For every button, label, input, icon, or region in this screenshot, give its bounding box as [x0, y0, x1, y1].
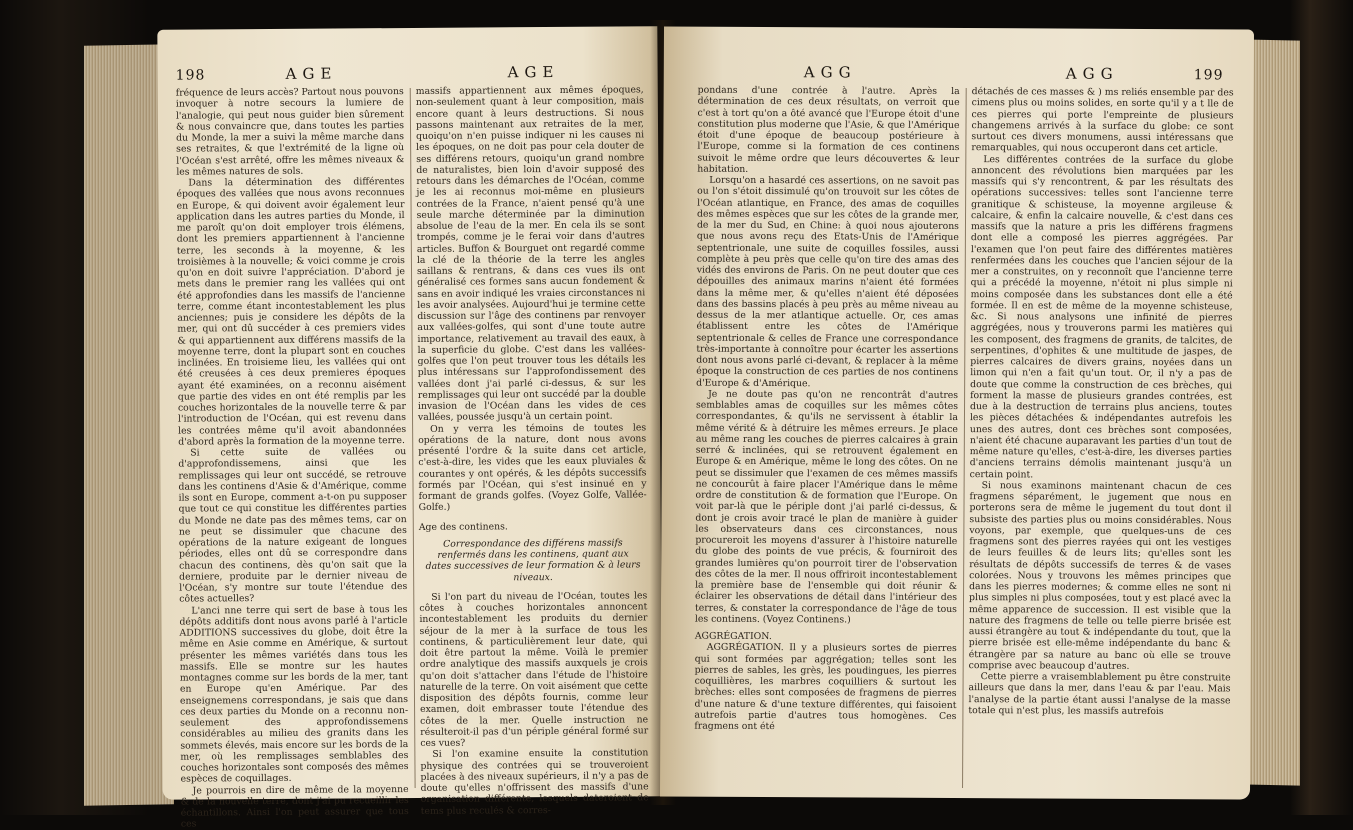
- running-head-right-b: AGG: [1065, 64, 1119, 83]
- page-number-right: 199: [1193, 67, 1224, 84]
- right-page-column-1: [694, 85, 959, 734]
- running-head-left-a: AGE: [285, 64, 338, 83]
- paragraph: pondans d'une contrée à l'autre. Après la détermination de ces deux résultats, on verroit que c'est à tort qu'on a ôté avancé que l'Europe étoit d'une constitution plus moderne que l'Asie, & que l'Amérique étoit d'une époque de beaucoup postérieure à l'Europe, comme si la formation de ces continens suivoit le même ordre que leurs découvertes & leur habitation.: [697, 84, 960, 175]
- paragraph: Si l'on examine ensuite la constitution physique des contrées qui se trouveroient placées à des niveaux supérieurs, il n'y a pas de doute qu'elles n'offrissent des massifs d'une organisation différente, lesquels dateroient de tems plus reculés & corres-: [420, 747, 649, 817]
- column-rule: [962, 88, 967, 788]
- paragraph: massifs appartiennent aux mêmes époques, non-seulement quant à leur composition, mais encore quant à leurs destructions. Si nous passons maintenant aux retraites de la mer, quoiqu'on n'en puisse indiquer ni les causes ni les époques, on ne doit pas pour cela douter de ses différens retours, quoiqu'un grand nombre de naturalistes, bien loin d'avoir supposé des retours dans les démarches de l'Océan, comme je les ai reconnus moi-même en plusieurs contrées de la France, n'aient pensé qu'à une seule marche déterminée par la diminution absolue de l'eau de la mer. En cela ils se sont trompés, comme je le ferai voir dans d'autres articles. Buffon & Bourguet ont regardé comme la clé de la théorie de la terre les angles saillans & rentrans, & dans ces vues ils ont généralisé ces formes sans aucun fondement & sans en avoir indiqué les vraies circonstances ni les avoir analysées. Aujourd'hui je termine cette discussion sur l'âge des continens par renvoyer aux vallées-golfes, qui sont d'une toute autre importance, relativement au travail des eaux, à la superficie du globe. C'est dans les vallées-golfes que l'on peut trouver tous les détails les plus intéressans sur l'approfondissement des vallées dont j'ai parlé ci-dessus, & sur les remplissages qui leur ont succédé par la double invasion de l'Océan dans les vides de ces vallées, poussée jusqu'à un certain point.: [415, 84, 646, 424]
- paragraph: détachés de ces masses & ) ms reliés ensemble par des cimens plus ou moins solides, en sorte qu'il y a t lle de ces pierres qui porte l'empreinte de plusieurs changemens arrivés à la surface du globe: ce sont surtout ces divers monumens, aussi intéressans que remarquables, qui nous occuperont dans cet article.: [971, 86, 1234, 155]
- paragraph: Lorsqu'on a hasardé ces assertions, on ne savoit pas ou l'on s'étoit dissimulé qu'on trouvoit sur les côtes de l'Océan atlantique, en France, des amas de coquilles des mêmes espèces que sur les côtes de la grande mer, de la mer du Sud, en Chine: à quoi nous ajouterons que nous avons reçu des Etats-Unis de l'Amérique septentrionale, une suite de coquilles fossiles, aussi complète à peu près que celle qu'on tire des amas des vidés des environs de Paris. On ne peut douter que ces dépouilles des animaux marins n'aient été formées dans la même mer, & qu'elles n'aient été déposées dans des bassins placés à peu près au même niveau au dessus de la mer atlantique actuelle. Or, ces amas établissent entre les côtes de l'Amérique septentrionale & celles de France une correspondance très-importante à connoître pour écarter les assertions dont nous avons parlé ci-devant, & replacer à la même époque la construction de ces parties de nos continens d'Europe & d'Amérique.: [696, 174, 960, 389]
- paragraph: fréquence de leurs accès? Partout nous pouvons invoquer à notre secours la lumiere de l'analogie, qui peut nous guider bien sûrement & nous convaincre que, dans toutes les parties du Monde, la mer a suivi la même marche dans ses retraites, & que l'extrémité de la ligne où l'Océan s'est arrêté, offre les mêmes niveaux & les mêmes natures de sols.: [175, 86, 405, 178]
- paragraph: Si cette suite de vallées ou d'approfondissemens, ainsi que les remplissages qui leur ont succédé, se retrouve dans les continens d'Asie & d'Amérique, comme ils sont en Europe, comment a-t-on pu supposer que tout ce qui constitue les différentes parties du Monde ne date pas des mêmes tems, car on ne peut se dissimuler que chacune des opérations de la nature exigeant de longues périodes, elles ont dû se correspondre dans chacun des continens, dès qu'on sait que la derniere, produite par le dernier niveau de l'Océan, s'y montre sur toute l'étendue des côtes actuelles?: [178, 446, 408, 605]
- left-page-column-1: [176, 86, 409, 830]
- section-subheading: Correspondance des différens massifs renfermés dans les continens, quant aux dates successives de leur formation & à leurs niveaux.: [425, 537, 641, 583]
- paragraph: Je pourrois en dire de même de la moyenne & de la nouvelle terre, dont j'ai pu recueillir les échantillons. Ainsi l'on peut assurer que tous ces: [180, 783, 409, 830]
- paragraph: AGGRÉGATION. Il y a plusieurs sortes de pierres qui sont formées par aggrégation; telles sont les pierres de sables, les grès, les poudingues, les pierres coquillières, les marbres coquilliers & surtout les brèches: elles sont composées de fragmens de pierres d'une nature & d'une texture différentes, qui faisoient autrefois partie d'autres tous homogènes. Ces fragmens ont été: [694, 641, 957, 733]
- paragraph: Les différentes contrées de la surface du globe annoncent des révolutions bien marquées par les massifs qui s'y rencontrent, & par les résultats des opérations successives: telles sont l'ancienne terre granitique & schisteuse, la moyenne argileuse & calcaire, & enfin la calcaire nouvelle, & c'est dans ces massifs que la nature a pris les différens fragmens dont elle a composé les pierres aggrégées. Par l'examen que l'on peut faire des différentes matières renfermées dans les couches que l'ancien séjour de la mer a construites, on y reconnoît que l'ancienne terre qui a précédé la moyenne, n'étoit ni plus simple ni moins composée dans les substances dont elle a été formée. Il en est de même de la moyenne schisteuse, &c. Si nous analysons une infinité de pierres aggrégées, nous y trouverons parmi les matières qui les composent, des fragmens de granits, de talcites, de serpentines, d'ophites & une multitude de jaspes, de pierres calcaires de divers grains, noyées dans un limon qui n'en a fait qu'un tout. Or, il n'y a pas de doute que comme la construction de ces brèches, qui forment la masse de plusieurs grandes contrées, est due à la destruction de terrains plus anciens, toutes les pièces détachées & indépendantes autrefois les unes des autres, dont ces brèches sont composées, n'aient été chacune auparavant les parties d'un tout de même nature qu'elles, c'est-à-dire, les diverses parties d'anciens terrains démolis maintenant jusqu'à un certain point.: [969, 153, 1234, 480]
- paragraph: Cette pierre a vraisemblablement pu être construite ailleurs que dans la mer, dans l'eau & par l'eau. Mais l'analyse de la partie étant aussi l'analyse de la masse totale qui n'est plus, les massifs autrefois: [968, 671, 1231, 717]
- right-page-column-2: [968, 86, 1233, 717]
- running-head-left-b: AGE: [507, 62, 560, 82]
- paragraph: Si nous examinons maintenant chacun de ces fragmens séparément, le jugement que nous en porterons sera de même le jugement du tout dont il subsiste des parties plus ou moins considérables. Nous voyons, par exemple, que quelques-uns de ces fragmens sont des pierres rayées qui ont les vestiges de leurs feuilles & de leurs lits; qu'elles sont les résultats de dépôts successifs de terres & de vases colorées. Nous y trouvons les mêmes principes que dans les pierres modernes; & comme elles ne sont ni plus simples ni plus composées, tout y est placé avec la même apparence de succession. Il est visible que la nature des fragmens de telle ou telle pierre brisée est aussi étrangère au tout & indépendante du tout, que la pierre brisée est elle-même indépendante du banc & étrangère par sa nature au banc où elle se trouve comprise avec beaucoup d'autres.: [968, 479, 1232, 672]
- right-page: [660, 26, 1254, 799]
- paragraph: Dans la détermination des différentes époques des vallées que nous avons reconnues en Europe, & qui doivent avoir également leur application dans les autres parties du Monde, il me paroît qu'on doit employer trois élémens, dont les premiers appartiennent à l'ancienne terre, les seconds à la moyenne, & les troisièmes à la nouvelle; & voici comme je crois qu'on en doit suivre l'appréciation. D'abord je mets dans le premier rang les vallées qui ont été approfondies dans les massifs de l'ancienne terre, comme étant incontestablement les plus anciennes; puis je considere les dépôts de la mer, qui ont dû succéder à ces premiers vides & qui appartiennent aux différens massifs de la moyenne terre, dont la plupart sont en couches inclinées. En troisieme lieu, les vallées qui ont été creusées à ces deux premieres époques ayant été examinées, on a reconnu aisément que partie des vides en ont été remplis par les couches horizontales de la nouvelle terre & par l'introduction de l'Océan, qui est revenu dans les contrées même qu'il avoit abandonnées d'abord après la formation de la moyenne terre.: [176, 176, 407, 448]
- running-head-right-a: AGG: [803, 63, 857, 82]
- paragraph: On y verra les témoins de toutes les opérations de la nature, dont nous avons présenté l'ordre & la suite dans cet article, c'est-à-dire, les vides que les eaux pluviales & courantes y ont opérés, & les dépôts successifs formés par l'Océan, qui s'est insinué en y formant de grands golfes. (Voyez Golfe, Vallée-Golfe.): [418, 421, 647, 514]
- page-number-left: 198: [175, 67, 206, 84]
- left-page: [157, 26, 662, 830]
- column-rule: [410, 88, 416, 788]
- section-heading: Age des continens.: [418, 520, 508, 533]
- paragraph: L'anci nne terre qui sert de base à tous les dépôts additifs dont nous avons parlé à l'article ADDITIONS successives du globe, doit être la même en Asie comme en Amérique, & surtout présenter les mêmes variétés dans tous les massifs. Elle se montre sur les hautes montagnes comme sur les bords de la mer, tant en Europe qu'en Amérique. Par des enseignemens correspondans, je sais que dans ces deux parties du Monde on a reconnu non-seulement des approfondissemens considérables au milieu des granits dans les sommets élevés, mais encore sur les bords de la mer, où les remplissages semblables des couches horizontales sont composés des mêmes espèces de coquillages.: [179, 603, 409, 785]
- paragraph: Je ne doute pas qu'on ne rencontrât d'autres semblables amas de coquilles sur les mêmes côtes correspondantes, & qu'ils ne servissent à établir la même vérité & à détruire les mêmes erreurs. Je place au même rang les couches de pierres calcaires à grain serré & inclinées, qui se retrouvent également en Europe & en Amérique, même le long des côtes. On ne peut se dissimuler que l'examen de ces mêmes massifs ne concourût à faire placer l'Amérique dans le même ordre de constitution & de formation que l'Europe. On voit par-là que le périple dont j'ai parlé ci-dessus, & dont je crois avoir tracé le plan de manière à guider les observateurs dans ces circonstances, nous procureroit les moyens d'assurer à l'histoire naturelle du globe des points de vue précis, & fourniroit des grandes lumières qu'on pourroit tirer de l'observation des côtes de la mer. Il nous offriroit incontestablement la première base de l'ensemble qui doit réunir & éclairer les observations de détail dans l'intérieur des terres, & constater la correspondance de l'âge de tous les continens. (Voyez Continens.): [694, 388, 959, 626]
- paragraph: Si l'on part du niveau de l'Océan, toutes les côtes à couches horizontales annoncent incontestablement les produits du dernier séjour de la mer à la surface de tous les continens, & particulièrement leur date, qui doit être partout la même. Voilà le premier ordre analytique des massifs auxquels je crois qu'on doit s'attacher dans l'étude de l'histoire naturelle de la terre. On voit aisément que cette disposition des dépôts fournis, comme leur examen, doit embrasser toute l'étendue des côtes de la mer. Quelle instruction ne résulteroit-il pas d'un périple général formé sur ces vues?: [419, 590, 649, 749]
- entry-heading: AGGRÉGATION.: [694, 630, 772, 643]
- left-page-column-2: [416, 84, 649, 816]
